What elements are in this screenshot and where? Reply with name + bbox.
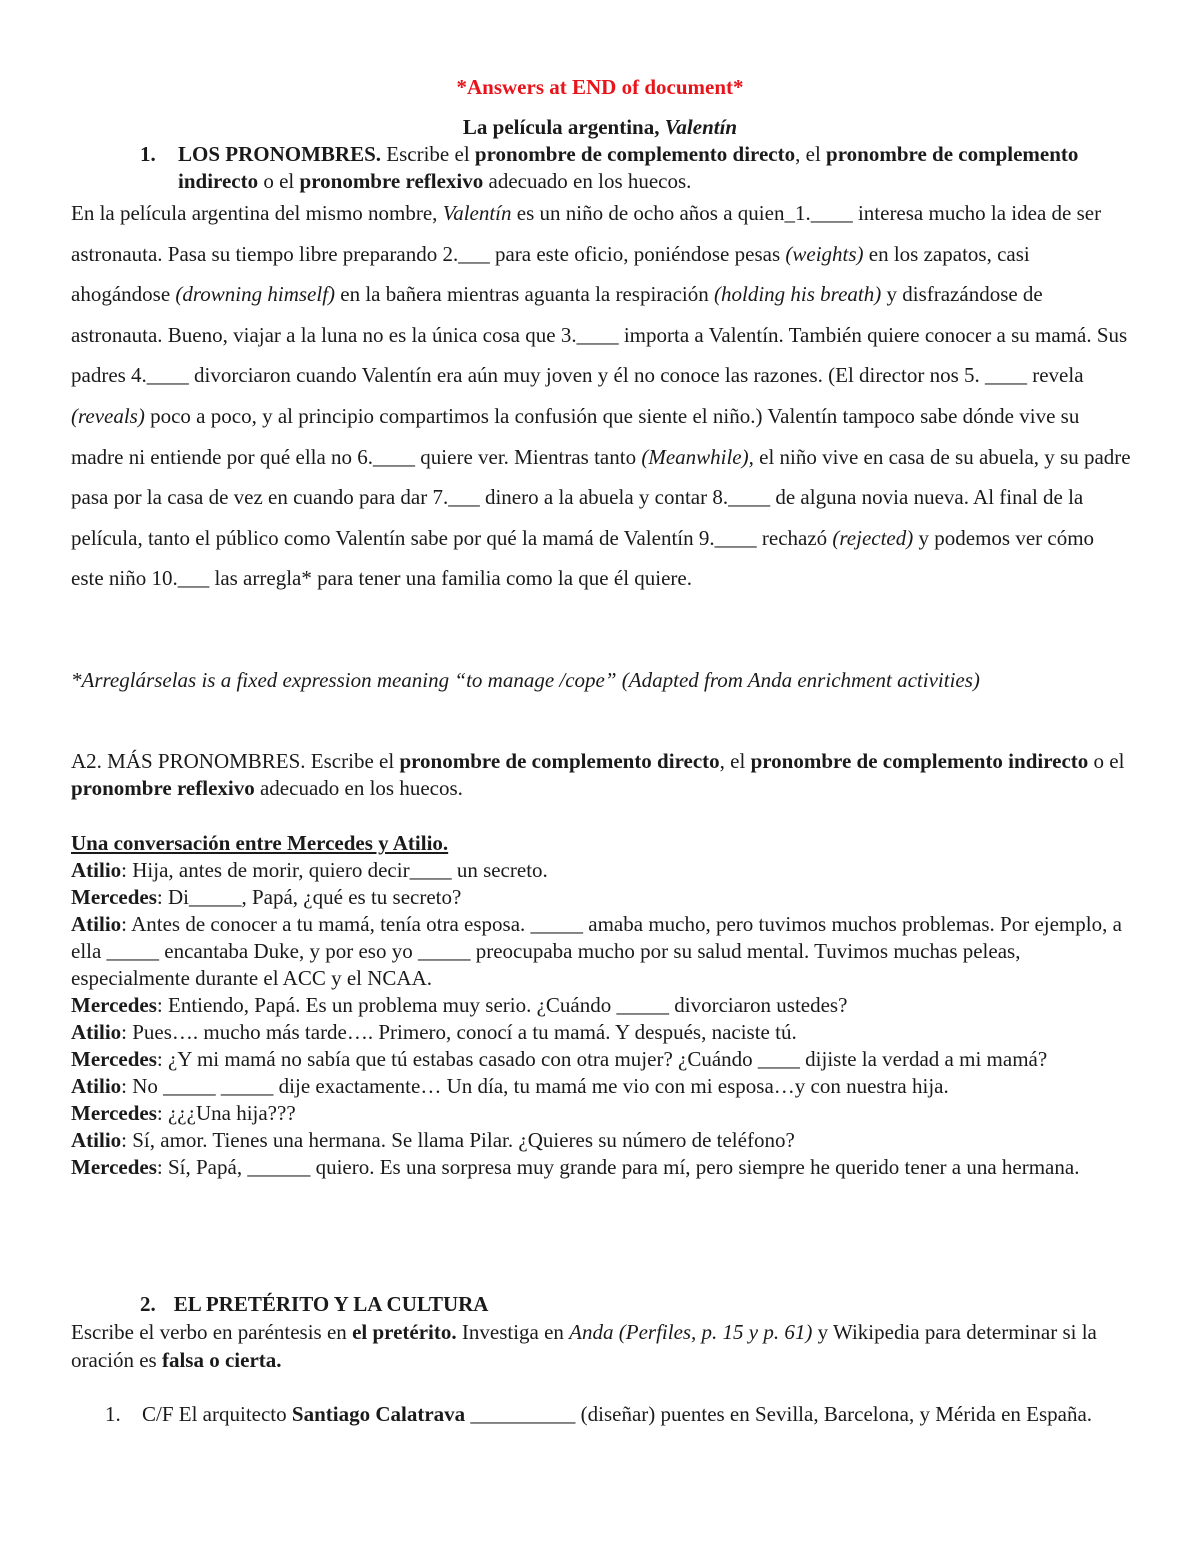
- section1-heading: [140, 141, 1100, 195]
- section2-item-1: [105, 1400, 1135, 1428]
- para-text: poco a poco, y al principio compartimos la confusión que siente el niño.) Valentín tampoco sabe dónde vive su madre ni entiende por qué ella no 6.____ quiere ver. Mientras tanto: [71, 403, 1080, 469]
- section1-number: 1.: [140, 142, 156, 166]
- speaker: Mercedes: [71, 993, 157, 1017]
- section2-heading: [71, 1290, 1141, 1318]
- section1-instr-b2: pronombre de complemento indirecto: [178, 142, 1079, 193]
- section1-title: LOS PRONOMBRES.: [178, 142, 382, 166]
- dialogue-line: [71, 1100, 1141, 1127]
- section1-paragraph: [71, 193, 1131, 599]
- para-italic: (Meanwhile),: [641, 444, 754, 469]
- a2-bold: pronombre de complemento directo: [399, 749, 720, 773]
- a2-bold: pronombre reflexivo: [71, 776, 255, 800]
- item-text: __________ (diseñar) puentes en Sevilla, Barcelona, y Mérida en España.: [465, 1402, 1093, 1426]
- item-number: 1.: [105, 1402, 121, 1426]
- speaker: Atilio: [71, 1020, 122, 1044]
- s2-bold: el pretérito.: [352, 1320, 457, 1344]
- speaker: Mercedes: [71, 1155, 157, 1179]
- section1-instr-b3: pronombre reflexivo: [299, 169, 484, 193]
- para-italic: (drowning himself): [175, 282, 336, 307]
- line-text: : Sí, Papá, ______ quiero. Es una sorpresa muy grande para mí, pero siempre he querido tener a una hermana.: [156, 1155, 1080, 1179]
- section1-instr-b1: pronombre de complemento directo: [474, 142, 796, 166]
- para-text: en los zapatos, casi ahogándose: [71, 241, 1030, 307]
- s2-italic: Anda (Perfiles, p. 15 y p. 61): [569, 1320, 813, 1344]
- item-bold: Santiago Calatrava: [291, 1402, 466, 1426]
- para-italic: (holding his breath): [714, 282, 882, 307]
- line-text: : Sí, amor. Tienes una hermana. Se llama Pilar. ¿Quieres su número de teléfono?: [121, 1128, 795, 1152]
- s2-bold: falsa o cierta.: [161, 1348, 282, 1372]
- sectionA2-instructions: [71, 748, 1141, 802]
- a2-text: o el: [1088, 749, 1125, 773]
- section2-number: 2.: [140, 1292, 156, 1316]
- speaker: Mercedes: [71, 885, 157, 909]
- title-prefix: La película argentina,: [462, 115, 665, 139]
- para-italic: (reveals): [71, 403, 145, 428]
- footnote: *Arreglárselas is a fixed expression meaning “to manage /cope” (Adapted from Anda enrichment activities): [71, 668, 980, 692]
- line-text: : No _____ _____ dije exactamente… Un día, tu mamá me vio con mi esposa…y con nuestra hija.: [121, 1074, 949, 1098]
- dialogue-line: [71, 857, 1141, 884]
- speaker: Atilio: [71, 858, 122, 882]
- title-film: Valentín: [664, 115, 738, 139]
- section2: [71, 1290, 1141, 1374]
- section1-instr-1: Escribe el: [381, 142, 475, 166]
- para-text: y podemos ver cómo este niño 10.___ las arregla* para tener una familia como la que él quiere.: [71, 525, 1095, 591]
- item-text: C/F El arquitecto: [142, 1402, 292, 1426]
- line-text: : Di_____, Papá, ¿qué es tu secreto?: [156, 885, 462, 909]
- section2-title: EL PRETÉRITO Y LA CULTURA: [173, 1292, 489, 1316]
- section1-instr-2: , el: [795, 142, 827, 166]
- line-text: : Pues…. mucho más tarde…. Primero, conocí a tu mamá. Y después, naciste tú.: [121, 1020, 797, 1044]
- dialogue-line: [71, 1073, 1141, 1100]
- para-text: En la película argentina del mismo nombre,: [71, 201, 443, 225]
- dialogue-line: [71, 1127, 1141, 1154]
- page-title: [0, 115, 1200, 140]
- conversation-title: Una conversación entre Mercedes y Atilio.: [71, 831, 449, 855]
- answers-note: *Answers at END of document*: [456, 75, 744, 99]
- line-text: : Antes de conocer a tu mamá, tenía otra esposa. _____ amaba mucho, pero tuvimos muchos problemas. Por ejemplo, a ella _____ encantaba Duke, y por eso yo _____ preocupaba mucho por su salud mental. Tuvimos muchas peleas, especialmente durante el ACC y el NCAA.: [71, 912, 1122, 990]
- para-italic: Valentín: [442, 201, 512, 225]
- para-text: y disfrazándose de astronauta. Bueno, viajar a la luna no es la única cosa que 3.____ importa a Valentín. También quiere conocer a su mamá. Sus padres 4.____ divorciaron cuando Valentín era aún muy joven y él no conoce las razones. (El director nos 5. ____ revela: [71, 282, 1128, 388]
- dialogue-line: [71, 1046, 1141, 1073]
- para-text: el niño vive en casa de su abuela, y su padre pasa por la casa de vez en cuando para dar 7.___ dinero a la abuela y contar 8.____ de alguna novia nueva. Al final de la película, tanto el público como Valentín sabe por qué la mamá de Valentín 9.____ rechazó: [71, 444, 1131, 550]
- a2-text: adecuado en los huecos.: [254, 776, 463, 800]
- speaker: Atilio: [71, 912, 122, 936]
- dialogue-line: [71, 1154, 1141, 1181]
- a2-bold: pronombre de complemento indirecto: [750, 749, 1089, 773]
- s2-text: Escribe el verbo en paréntesis en: [71, 1320, 353, 1344]
- section1-instr-4: adecuado en los huecos.: [483, 169, 692, 193]
- conversation: [71, 830, 1141, 1181]
- line-text: : Entiendo, Papá. Es un problema muy serio. ¿Cuándo _____ divorciaron ustedes?: [156, 993, 848, 1017]
- speaker: Mercedes: [71, 1047, 157, 1071]
- s2-text: Investiga en: [456, 1320, 570, 1344]
- s2-text: y Wikipedia para determinar si la oración es: [71, 1320, 1097, 1372]
- speaker: Atilio: [71, 1128, 122, 1152]
- section2-instructions: [71, 1318, 1141, 1374]
- dialogue-line: [71, 992, 1141, 1019]
- para-text: en la bañera mientras aguanta la respiración: [335, 282, 715, 307]
- line-text: : Hija, antes de morir, quiero decir____ un secreto.: [121, 858, 548, 882]
- dialogue-line: [71, 1019, 1141, 1046]
- dialogue-line: [71, 884, 1141, 911]
- para-text: es un niño de ocho años a quien_1.____ interesa mucho la idea de ser astronauta. Pasa su tiempo libre preparando 2.___ para este oficio, poniéndose pesas: [71, 201, 1102, 266]
- speaker: Mercedes: [71, 1101, 157, 1125]
- a2-text: , el: [719, 749, 751, 773]
- dialogue-line: [71, 911, 1141, 992]
- line-text: : ¿¿¿Una hija???: [156, 1101, 296, 1125]
- line-text: : ¿Y mi mamá no sabía que tú estabas casado con otra mujer? ¿Cuándo ____ dijiste la verdad a mi mamá?: [156, 1047, 1048, 1071]
- speaker: Atilio: [71, 1074, 122, 1098]
- section1-instr-3: o el: [258, 169, 300, 193]
- a2-label: A2. MÁS PRONOMBRES. Escribe el: [71, 749, 400, 773]
- para-italic: (rejected): [832, 525, 914, 550]
- para-italic: (weights): [785, 241, 864, 266]
